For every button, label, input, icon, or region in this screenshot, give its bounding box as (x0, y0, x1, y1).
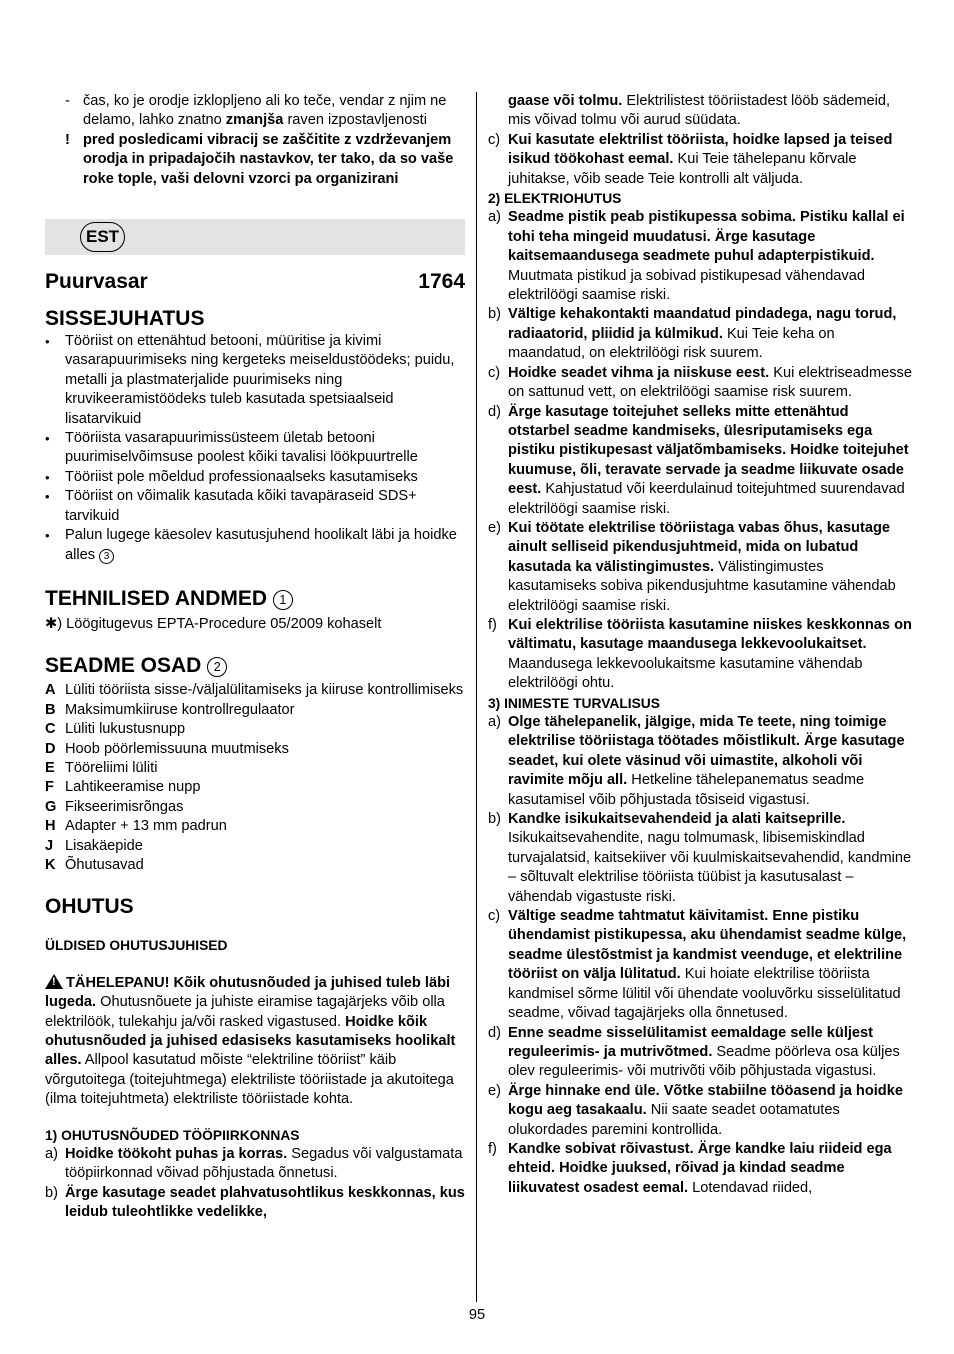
item-text: Hetkeline tähelepanematus seadme kasutamisel võib põhjustada tõsiseid vigastusi. (508, 772, 865, 808)
intro-bullet-item (45, 468, 465, 487)
item-bold-text: Olge tähelepanelik, jälgige, mida Te teete, ning toimige elektrilise tööriistaga töötades mõistlikult. Ärge kasutage seadet, kui olete väsinud või uimastite, alkoholi või ravimite mõju all. (508, 714, 905, 789)
tech-note: ✱) Löögitugevus EPTA-Procedure 05/2009 kohaselt (45, 615, 382, 632)
part-letter: J (45, 837, 54, 854)
asterisk-icon: ✱ (45, 615, 58, 632)
item-text: Välistingimustes kasutamiseks sobiva pikendusjuhtme kasutamine vähendab elektrilöögi saamise riski. (508, 558, 896, 614)
part-item (45, 740, 465, 759)
intro-bullet-list (45, 332, 465, 526)
item-bold-text: Kandke sobivat rõivastust. Ärge kandke laiu riideid ega ehteid. Hoidke juuksed, rõivad ja kindad seadme liikuvatest osadest eemal. (508, 1140, 892, 1196)
part-text: Lüliti tööriista sisse-/väljalülitamiseks ja kiiruse kontrollimiseks (65, 682, 464, 699)
item-bold-text: Kandke isikukaitsevahendeid ja alati kaitseprille. (508, 811, 846, 828)
part-letter: H (45, 818, 56, 835)
column-divider (476, 92, 477, 1302)
product-name: Puurvasar (45, 270, 148, 294)
part-item (45, 720, 465, 739)
item-bold-text: Ärge kasutage toitejuhet selleks mitte ettenähtud otstarbel seadme kandmiseks, ülesriputamiseks ega pistiku pistikupesast väljatõmbamiseks. Hoidke toitejuhet kuumuse, õli, teravate servade ja seadme liikuvate osade eest. (508, 403, 909, 498)
item-marker: e) (488, 519, 501, 536)
work-area-item-c: c) Kui kasutate elektrilist tööriista, hoidke lapsed ja teised isikud töökohast eemal. Kui Teie tähelepanu kõrvale juhitakse, võib seade Teie kontrolli alt väljuda. (488, 131, 893, 187)
electrical-safety-item (488, 305, 912, 363)
product-title-row (45, 269, 465, 295)
part-item (45, 798, 465, 817)
part-letter: D (45, 740, 56, 757)
tech-title: TEHNILISED ANDMED 1 (45, 586, 465, 612)
electrical-safety-item (488, 403, 912, 519)
electrical-safety-item (488, 364, 912, 403)
item-marker: f) (488, 1140, 497, 1157)
personal-safety-item (488, 1082, 912, 1140)
item-marker: d) (488, 1024, 501, 1041)
vibration-warning-item: ! pred posledicami vibracij se zaščitite z vzdrževanjem orodja in pripadajočih nastavkov, ter tako, da so vaše roke tople, vaši delovni vzorci pa organizirani (65, 131, 454, 187)
safety-title: OHUTUS (45, 895, 134, 919)
work-area-item-a: a) Hoidke töökoht puhas ja korras. Segadus või valgustamata tööpiirkonnad võivad põhjustada õnnetusi. (45, 1146, 463, 1182)
item-marker: b) (488, 306, 501, 323)
bullet-mark: • (45, 489, 50, 505)
intro-bullet-item (45, 332, 465, 429)
intro-dash-item: - čas, ko je orodje izklopljeno ali ko teče, vendar z njim ne delamo, lahko znatno zmanjša raven izpostavljenosti (65, 93, 447, 129)
bullet-text: Tööriista vasarapuurimissüsteem ületab betooni puurimiselvõimsuse poolest kõiki tavalisi löökpuurtrelle (65, 430, 418, 466)
language-band (45, 219, 465, 255)
electrical-safety-item (488, 616, 912, 694)
product-number: 1764 (418, 270, 465, 294)
item-marker: f) (488, 616, 497, 633)
item-bold-text: Ärge hinnake end üle. Võtke stabiilne tööasend ja hoidke kogu aeg tasakaalu. (508, 1082, 903, 1119)
page-number: 95 (468, 1307, 486, 1323)
part-item (45, 681, 465, 700)
personal-safety-item (488, 713, 912, 810)
part-item (45, 778, 465, 797)
general-safety-heading: ÜLDISED OHUTUSJUHISED (45, 938, 228, 954)
item-text: Seadme pöörleva osa küljes olev reguleerimis- või mutrivõti võib põhjustada vigastusi. (508, 1043, 900, 1080)
item-text: Lotendavad riided, (688, 1179, 813, 1196)
left-column (45, 92, 465, 1223)
work-area-item-b-continued: gaase või tolmu. Elektrilistest tööriistadest lööb sädemeid, mis võivad tolmu või aurud süüdata. (508, 93, 891, 129)
part-letter: C (45, 721, 56, 738)
work-area-item-b: b) Ärge kasutage seadet plahvatusohtlikus keskkonnas, kus leidub tuleohtlikke vedelikke, (45, 1184, 465, 1221)
item-marker: e) (488, 1082, 501, 1099)
intro-bullet-item (45, 429, 465, 468)
part-letter: E (45, 759, 55, 776)
part-letter: G (45, 798, 57, 815)
item-marker: c) (488, 908, 501, 925)
intro-bullet-item: • Palun lugege käesolev kasutusjuhend hoolikalt läbi ja hoidke alles 3 (45, 527, 457, 563)
work-area-heading: 1) OHUTUSNÕUDED TÖÖPIIRKONNAS (45, 1127, 300, 1143)
bullet-mark: • (45, 334, 50, 350)
item-text: Kahjustatud või keerdulainud toitejuhtmed suurendavad elektrilöögi saamise riski. (508, 481, 905, 517)
parts-list (45, 681, 465, 875)
item-marker: b) (488, 811, 501, 828)
bullet-text: Tööriist on ettenähtud betooni, müüritise ja kivimi vasarapuurimiseks ning kergeteks meiseldustöödeks; puidu, metalli ja plastmaterjalide puurimiseks ning kruvikeeramistöödeks tuleb kasutada spetsiaalseid lisatarvikuid (65, 333, 455, 427)
part-text: Maksimumkiiruse kontrollregulaator (65, 701, 295, 718)
item-text: Nii saate seadet ootamatutes olukordades paremini kontrollida. (508, 1102, 840, 1138)
item-text: Isikukaitsevahendite, nagu tolmumask, libisemiskindlad turvajalatsid, kaitsekiiver või kuulmiskaitsevahendid, kandmine – sõltuvalt elektrilise tööriista tüübist ja kasutusalast – vähendab vigastuste riski. (508, 830, 912, 905)
electrical-safety-item (488, 208, 912, 305)
parts-title: SEADME OSAD 2 (45, 653, 465, 679)
part-text: Tööreliimi lüliti (65, 759, 158, 776)
part-item (45, 701, 465, 720)
item-bold-text: Kui töötate elektrilise tööriistaga vabas õhus, kasutage ainult selliseid pikendusjuhtmeid, mida on lubatud kasutada ka välistingimustes. (508, 519, 890, 575)
part-letter: F (45, 779, 54, 796)
personal-safety-item (488, 907, 912, 1023)
part-text: Lisakäepide (65, 837, 143, 854)
warning-triangle-icon (45, 974, 63, 989)
item-text: Kui hoiate elektrilise tööriista kandmisel sõrme lülitil või ühendate vooluvõrku sisselülitatud seadme, võivad tagajärjeks olla õnnetused. (508, 966, 901, 1022)
bullet-mark: • (45, 431, 50, 447)
item-text: Kui elektriseadmesse on sattunud vett, on elektrilöögi saamise risk suurem. (508, 364, 912, 401)
bullet-text: Tööriist pole mõeldud professionaalseks kasutamiseks (65, 468, 418, 485)
item-bold-text: Enne seadme sisselülitamist eemaldage selle küljest reguleerimis- ja mutrivõtmed. (508, 1024, 874, 1060)
item-text: Maandusega lekkevoolukaitsme kasutamine vähendab elektrilöögi ohtu. (508, 655, 863, 692)
part-text: Õhutusavad (65, 856, 144, 873)
language-badge: EST (80, 222, 125, 252)
item-text: Kui Teie keha on maandatud, on elektrilöögi risk suurem. (508, 325, 835, 362)
part-item (45, 856, 465, 875)
part-letter: B (45, 701, 56, 718)
personal-safety-item (488, 810, 912, 907)
item-marker: a) (488, 209, 501, 226)
item-bold-text: Vältige kehakontakti maandatud pindadega, nagu torud, radiaatorid, pliidid ja külmikud. (508, 306, 897, 342)
part-item (45, 837, 465, 856)
figure-ref-2: 2 (207, 657, 227, 677)
intro-bullet-item (45, 487, 465, 526)
item-bold-text: Kui elektrilise tööriista kasutamine niiskes keskkonnas on vältimatu, kasutage maandusega lekkevoolukaitset. (508, 616, 912, 653)
personal-safety-heading: 3) INIMESTE TURVALISUS (488, 695, 660, 711)
part-letter: A (45, 682, 56, 699)
general-warning-paragraph: !TÄHELEPANU! Kõik ohutusnõuded ja juhised tuleb läbi lugeda. Ohutusnõuete ja juhiste eiramise tagajärjeks võib olla elektrilöök, tulekahju ja/või rasked vigastused. Hoidke kõik ohutusnõuded ja juhised edasiseks kasutamiseks hoolikalt alles. Allpool kasutatud mõiste “elektriline tööriist” käib võrgutoitega (toitejuhtmega) elektriliste tööriistade ja akutoitega (ilma toitejuhtmeta) elektriliste tööriistade kohta. (45, 972, 465, 1110)
part-item (45, 817, 465, 836)
electrical-safety-list (488, 208, 912, 693)
right-column (488, 92, 912, 1198)
electrical-safety-item (488, 519, 912, 616)
part-text: Fikseerimisrõngas (65, 798, 184, 815)
part-item (45, 759, 465, 778)
item-marker: d) (488, 403, 501, 420)
item-marker: a) (488, 714, 501, 730)
part-text: Lahtikeeramise nupp (65, 779, 201, 796)
part-text: Hoob pöörlemissuuna muutmiseks (65, 740, 289, 757)
item-bold-text: Seadme pistik peab pistikupessa sobima. Pistiku kallal ei tohi teha mingeid muudatusi. Ärge kasutage kaitsemaandusega seadmete puhul adapterpistikuid. (508, 209, 905, 265)
part-letter: K (45, 856, 56, 873)
part-text: Lüliti lukustusnupp (65, 721, 186, 738)
electrical-safety-heading: 2) ELEKTRIOHUTUS (488, 191, 622, 207)
item-text: Muutmata pistikud ja sobivad pistikupesad vähendavad elektrilöögi saamise riski. (508, 267, 865, 304)
personal-safety-list (488, 713, 912, 1198)
bullet-text: Tööriist on võimalik kasutada kõiki tavapäraseid SDS+ tarvikuid (65, 488, 417, 524)
intro-title: SISSEJUHATUS (45, 307, 205, 331)
figure-ref-3: 3 (99, 549, 114, 564)
personal-safety-item (488, 1140, 912, 1198)
personal-safety-item (488, 1024, 912, 1082)
item-bold-text: Hoidke seadet vihma ja niiskuse eest. (508, 364, 770, 381)
part-text: Adapter + 13 mm padrun (65, 818, 227, 835)
bullet-mark: • (45, 469, 50, 485)
figure-ref-1: 1 (273, 590, 293, 610)
item-bold-text: Vältige seadme tahtmatut käivitamist. Enne pistiku ühendamist pistikupessa, aku ühendamist seadme külge, seadme ülestõstmist ja kandmist veenduge, et elektriline tööriist on välja lülitatud. (508, 908, 907, 983)
item-marker: c) (488, 364, 501, 381)
